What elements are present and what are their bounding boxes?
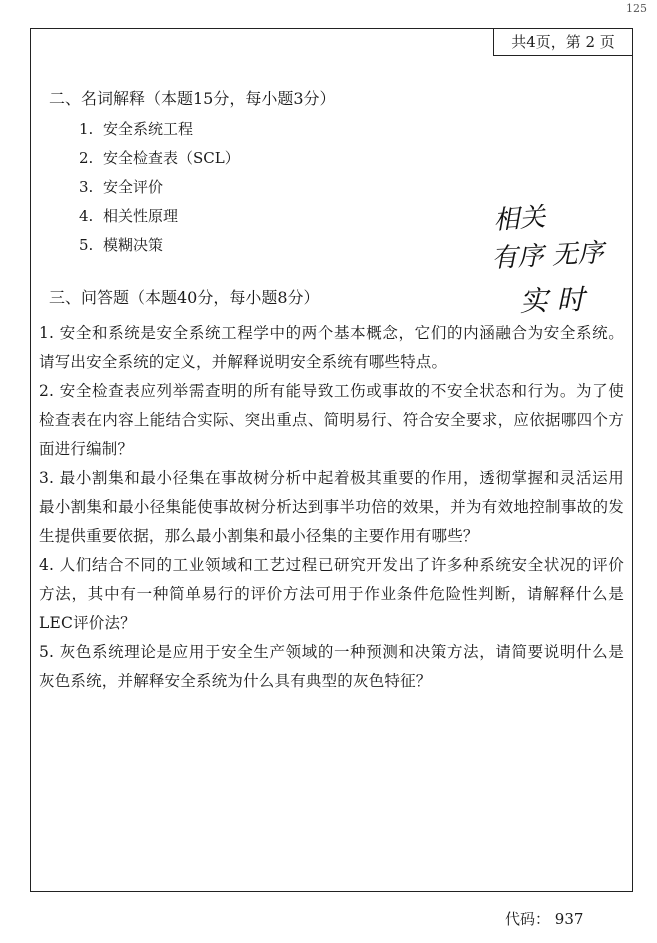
- term-item: [79, 231, 240, 260]
- handwritten-line-1: 相关: [492, 202, 547, 236]
- question-5: 5. 灰色系统理论是应用于安全生产领域的一种预测和决策方法，请简要说明什么是灰色系统，并解释安全系统为什么具有典型的灰色特征？: [39, 643, 624, 690]
- term-number: 3.: [79, 178, 94, 196]
- term-number: 1.: [79, 120, 94, 138]
- question-list: [39, 319, 624, 696]
- question-1: 1. 安全和系统是安全系统工程学中的两个基本概念，它们的内涵融合为安全系统。请写出安全系统的定义，并解释说明安全系统有哪些特点。: [39, 324, 624, 371]
- handwritten-line-3: 实 时: [519, 282, 586, 318]
- term-text: 安全系统工程: [103, 120, 194, 138]
- term-text: 模糊决策: [103, 236, 164, 254]
- code-label: 代码：: [505, 910, 551, 928]
- section-3-title: 三、问答题（本题40分，每小题8分）: [49, 288, 320, 307]
- handwritten-line-2: 有序 无序: [490, 238, 605, 274]
- section-2-title: 二、名词解释（本题15分，每小题3分）: [49, 89, 336, 108]
- question-3: 3. 最小割集和最小径集在事故树分析中起着极其重要的作用，透彻掌握和灵活运用最小割集和最小径集能使事故树分析达到事半功倍的效果，并为有效地控制事故的发生提供重要依据，那么最小割集和最小径集的主要作用有哪些？: [39, 469, 624, 545]
- term-text: 安全检查表（SCL）: [103, 149, 240, 167]
- term-number: 2.: [79, 149, 94, 167]
- code-value: 937: [554, 910, 584, 928]
- term-list: [79, 115, 240, 260]
- term-number: 4.: [79, 207, 94, 225]
- term-item: [79, 173, 240, 202]
- corner-page-number: 125: [626, 2, 647, 15]
- exam-page-frame: [30, 28, 633, 892]
- term-text: 安全评价: [103, 178, 164, 196]
- page-indicator: 共4页，第 2 页: [493, 28, 633, 56]
- term-item: [79, 202, 240, 231]
- exam-code: [505, 908, 583, 929]
- term-item: [79, 115, 240, 144]
- handwritten-note: [486, 199, 626, 319]
- question-4: 4. 人们结合不同的工业领域和工艺过程已研究开发出了许多种系统安全状况的评价方法，其中有一种简单易行的评价方法可用于作业条件危险性判断，请解释什么是LEC评价法？: [39, 556, 624, 632]
- term-number: 5.: [79, 236, 94, 254]
- question-2: 2. 安全检查表应列举需查明的所有能导致工伤或事故的不安全状态和行为。为了使检查表在内容上能结合实际、突出重点、简明易行、符合安全要求，应依据哪四个方面进行编制？: [39, 382, 624, 458]
- term-text: 相关性原理: [103, 207, 179, 225]
- term-item: [79, 144, 240, 173]
